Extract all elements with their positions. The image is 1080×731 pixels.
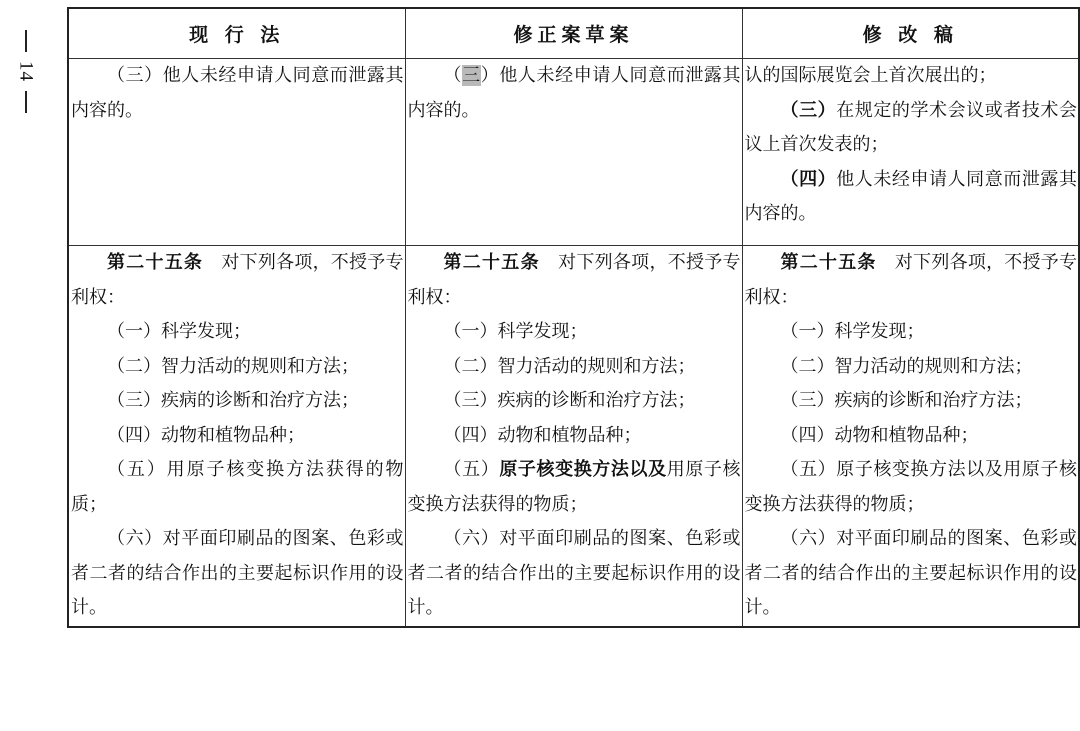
article-lead: 对下列各项，不授予专利权：	[744, 252, 1078, 308]
clause-body: 他人未经申请人同意而泄露其内容的。	[744, 168, 1078, 224]
list-item: （四）动物和植物品种；	[443, 424, 642, 446]
article-heading	[408, 246, 741, 315]
article-number: 第二十五条	[443, 252, 540, 273]
article-number: 第二十五条	[780, 252, 877, 273]
list-item: （六）对平面印刷品的图案、色彩或者二者的结合作出的主要起标识作用的设计。	[71, 528, 404, 618]
list-item: （一）科学发现；	[780, 321, 925, 342]
clause-text: （三）他人未经申请人同意而泄露其内容的。	[407, 65, 741, 121]
list-item	[408, 453, 741, 522]
clause-text	[745, 163, 1078, 232]
header-row	[68, 8, 1079, 59]
list-item: （五）原子核变换方法以及用原子核变换方法获得的物质；	[744, 459, 1077, 515]
cell-revised-draft	[742, 246, 1079, 627]
table-row	[68, 59, 1079, 246]
table-row	[68, 246, 1079, 627]
inserted-text: 原子核变换方法以及	[499, 459, 667, 480]
page-number-dash-bottom	[25, 91, 27, 113]
list-item: （六）对平面印刷品的图案、色彩或者二者的结合作出的主要起标识作用的设计。	[744, 528, 1077, 618]
cell-current-law	[68, 59, 405, 246]
highlighted-numeral: 三	[462, 65, 481, 86]
article-heading	[71, 246, 404, 315]
page-number-dash-top	[25, 30, 27, 52]
list-item: （三）疾病的诊断和治疗方法；	[443, 390, 696, 411]
list-item: （二）智力活动的规则和方法；	[443, 355, 696, 377]
list-item: （三）疾病的诊断和治疗方法；	[107, 390, 359, 411]
list-item: （五）用原子核变换方法获得的物质；	[71, 459, 404, 515]
header-amendment-draft: 修正案草案	[405, 8, 742, 59]
clause-text	[745, 94, 1078, 163]
article-lead: 对下列各项，不授予专利权：	[71, 252, 404, 308]
cell-amendment-draft	[405, 59, 742, 246]
list-item: （四）动物和植物品种；	[107, 424, 305, 446]
list-item: （一）科学发现；	[107, 321, 251, 342]
clause-rest: ）他人未经申请人同意而泄露其内容的。	[407, 65, 741, 121]
clause-continuation: 认的国际展览会上首次展出的；	[744, 65, 997, 86]
article-heading	[745, 246, 1078, 315]
list-item: （一）科学发现；	[443, 321, 588, 342]
cell-revised-draft	[742, 59, 1079, 246]
list-item: （二）智力活动的规则和方法；	[107, 355, 359, 377]
article-number: 第二十五条	[107, 252, 204, 273]
header-current-law: 现 行 法	[68, 8, 405, 59]
comparison-table	[67, 7, 1080, 628]
page-number	[12, 30, 40, 113]
list-item: （六）对平面印刷品的图案、色彩或者二者的结合作出的主要起标识作用的设计。	[407, 528, 741, 618]
header-revised-draft: 修 改 稿	[742, 8, 1079, 59]
clause-text: （三）他人未经申请人同意而泄露其内容的。	[71, 65, 404, 121]
page-number-text: 14	[15, 61, 37, 82]
article-lead: 对下列各项，不授予专利权：	[407, 252, 741, 308]
clause-body: 在规定的学术会议或者技术会议上首次发表的；	[744, 99, 1078, 155]
clause-number: （四）	[780, 168, 837, 190]
cell-current-law	[68, 246, 405, 627]
cell-amendment-draft	[405, 246, 742, 627]
list-item: （三）疾病的诊断和治疗方法；	[780, 390, 1033, 411]
item-body: 用原子核变换方法获得的物质；	[407, 459, 741, 515]
list-item: （二）智力活动的规则和方法；	[780, 355, 1033, 377]
clause-number: （三）	[780, 99, 837, 121]
list-item: （四）动物和植物品种；	[780, 424, 979, 446]
item-number: （五）	[443, 459, 500, 480]
